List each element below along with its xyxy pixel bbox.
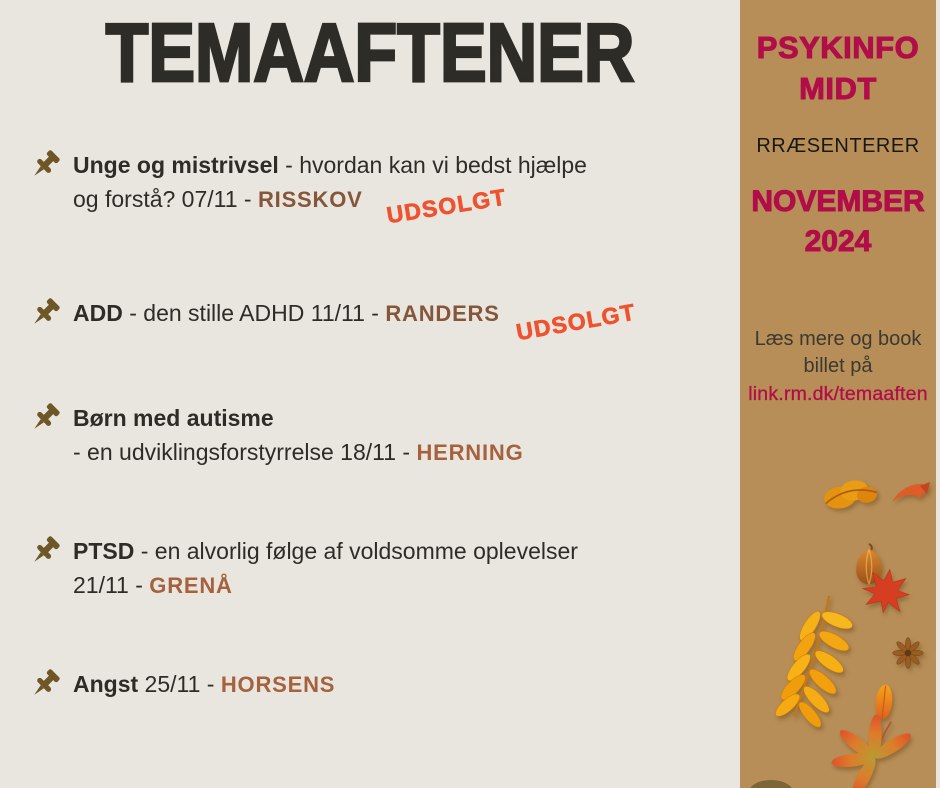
creeper-leaf-icon [824, 704, 921, 788]
pushpin-icon [28, 535, 61, 568]
event-add [28, 296, 728, 346]
month-line1: NOVEMBER [751, 185, 925, 218]
event-text [73, 148, 728, 229]
pushpin-icon [28, 402, 61, 435]
sidebar [740, 0, 936, 788]
month-line2: 2024 [804, 225, 872, 258]
leaf-edge-decoration [748, 776, 794, 788]
brand-line1: PSYKINFO [756, 30, 920, 65]
booking-link[interactable]: link.rm.dk/temaaften [748, 383, 928, 405]
event-desc: - hvordan kan vi bedst hjælpe [278, 152, 587, 178]
event-desc-line2: og forstå? 07/11 - [73, 186, 258, 212]
cta-line2: billet på [803, 355, 873, 377]
event-title: Unge og mistrivsel [73, 152, 279, 178]
event-title: Børn med autisme [73, 405, 274, 431]
event-text [73, 667, 728, 702]
event-boern-med-autisme [28, 401, 728, 470]
event-text [73, 296, 728, 346]
event-title: Angst [73, 671, 139, 697]
event-city: GRENÅ [149, 573, 233, 598]
event-desc: - den stille ADHD 11/11 - [122, 300, 386, 326]
event-unge-og-mistrivsel [28, 148, 728, 229]
soldout-badge: UDSOLGT [513, 298, 638, 346]
event-ptsd [28, 534, 728, 603]
cta-text [740, 326, 936, 408]
event-city: HORSENS [220, 672, 336, 697]
event-angst [28, 667, 728, 702]
event-title: ADD [73, 300, 123, 326]
cta-line1: Læs mere og book [754, 328, 922, 350]
event-desc-line2: 21/11 - [73, 572, 150, 598]
pushpin-icon [28, 297, 61, 330]
star-anise-icon [893, 638, 923, 668]
brand-title [740, 27, 936, 109]
maple-leaf-icon [856, 564, 915, 618]
event-title: PTSD [73, 538, 135, 564]
soldout-badge: UDSOLGT [384, 183, 508, 229]
event-text [73, 401, 728, 470]
presents-label: RRÆSENTERER [756, 135, 920, 157]
event-desc-line2: - en udviklingsforstyrrelse 18/11 - [73, 439, 417, 465]
event-desc: 25/11 - [138, 671, 221, 697]
event-city: HERNING [416, 440, 524, 465]
month-title [740, 182, 936, 262]
event-city: RANDERS [385, 301, 500, 326]
event-desc: - en alvorlig følge af voldsomme oplevelser [134, 538, 578, 564]
brand-line2: MIDT [799, 71, 877, 106]
red-leaf-fragment-icon [890, 478, 932, 510]
rowan-leaf-icon [770, 592, 858, 724]
oak-leaf-icon [819, 468, 883, 524]
event-city: RISSKOV [257, 187, 363, 212]
pushpin-icon [28, 149, 61, 182]
pushpin-icon [28, 668, 61, 701]
poster-title: TEMAAFTENER [105, 6, 635, 99]
event-text [73, 534, 728, 603]
